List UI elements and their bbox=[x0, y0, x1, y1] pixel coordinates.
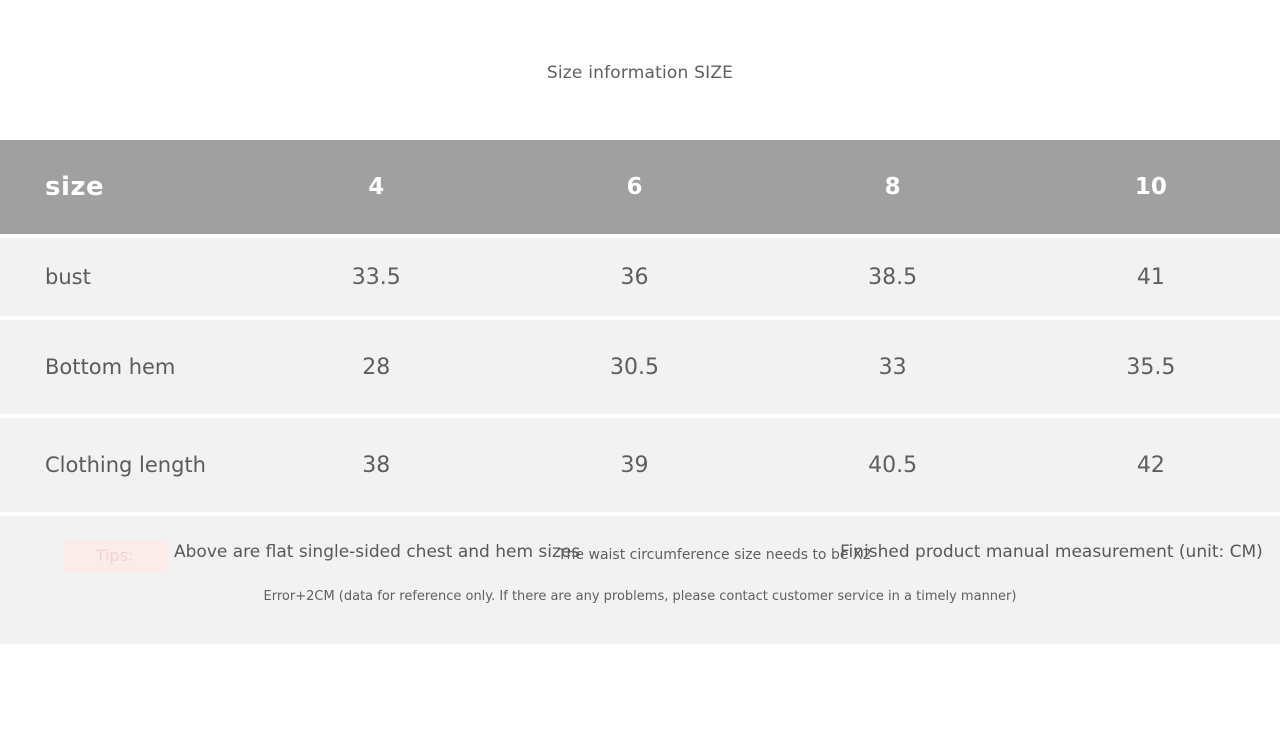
table-notes-row bbox=[0, 514, 1280, 644]
note-waist-x2: The waist circumference size needs to be X2 bbox=[558, 547, 872, 563]
cell-clothing-length-8: 40.5 bbox=[764, 416, 1022, 514]
notes-cell bbox=[0, 514, 1280, 644]
header-cell-size-10: 10 bbox=[1022, 140, 1280, 236]
notes-block bbox=[0, 516, 1280, 644]
cell-bottom-hem-10: 35.5 bbox=[1022, 318, 1280, 416]
header-cell-size-4: 4 bbox=[247, 140, 505, 236]
row-label-bottom-hem: Bottom hem bbox=[0, 318, 247, 416]
page-title: Size information SIZE bbox=[546, 63, 734, 83]
cell-bottom-hem-4: 28 bbox=[247, 318, 505, 416]
table-row bbox=[0, 318, 1280, 416]
cell-clothing-length-6: 39 bbox=[505, 416, 763, 514]
table-row bbox=[0, 416, 1280, 514]
table-header-row bbox=[0, 140, 1280, 236]
header-cell-size-8: 8 bbox=[764, 140, 1022, 236]
note-flat-measure: Above are flat single-sided chest and hem sizes bbox=[174, 542, 581, 562]
cell-clothing-length-4: 38 bbox=[247, 416, 505, 514]
header-cell-size-6: 6 bbox=[505, 140, 763, 236]
cell-bust-4: 33.5 bbox=[247, 236, 505, 318]
row-label-clothing-length: Clothing length bbox=[0, 416, 247, 514]
header-cell-size: size bbox=[0, 140, 247, 236]
row-label-bust: bust bbox=[0, 236, 247, 318]
cell-bust-6: 36 bbox=[505, 236, 763, 318]
cell-bust-8: 38.5 bbox=[764, 236, 1022, 318]
cell-clothing-length-10: 42 bbox=[1022, 416, 1280, 514]
note-manual-measurement: Finished product manual measurement (unit: CM) bbox=[840, 542, 1263, 562]
note-error-margin: Error+2CM (data for reference only. If there are any problems, please contact customer service in a timely manner) bbox=[263, 589, 1017, 604]
cell-bottom-hem-8: 33 bbox=[764, 318, 1022, 416]
cell-bust-10: 41 bbox=[1022, 236, 1280, 318]
table-header bbox=[0, 140, 1280, 236]
table-body bbox=[0, 236, 1280, 644]
size-table bbox=[0, 140, 1280, 644]
cell-bottom-hem-6: 30.5 bbox=[505, 318, 763, 416]
table-row bbox=[0, 236, 1280, 318]
tips-badge: Tips: bbox=[63, 540, 166, 572]
